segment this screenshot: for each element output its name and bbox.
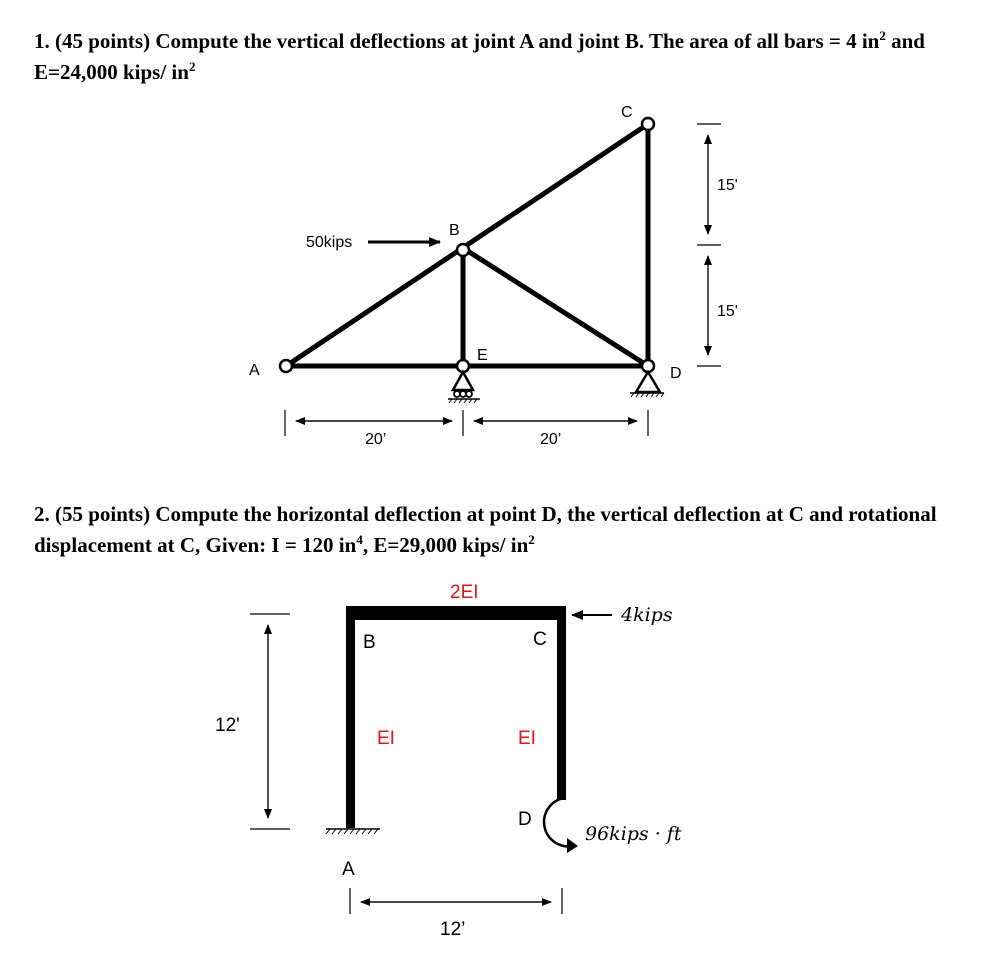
label-A: A [249,362,260,379]
problem-1-text-a: 1. (45 points) Compute the vertical deflections at joint A and joint B. The area of all bars = 4 in [34,29,880,53]
label-D: D [670,365,682,382]
dim-label-15-top: 15' [717,177,738,194]
joint-B [457,244,469,256]
member-BD [463,248,648,366]
moment-arrowhead [567,838,578,853]
problem-2-sup-b: 2 [528,532,535,547]
truss-diagram [249,104,738,448]
pin-support-D [630,372,664,397]
fixed-support-A [326,829,380,834]
beam-BC [346,606,566,620]
label-C: C [621,104,633,121]
problem-2-text-b: , E=29,000 kips/ in [362,533,529,557]
load-label: 50kips [306,234,353,251]
vertical-dimension-lines [697,124,721,366]
frame-dim-width: 12’ [440,919,466,940]
problem-2-sup-a: 4 [356,532,363,547]
dim-label-20-right: 20’ [540,431,562,448]
right-column-stiffness-label: EI [518,728,536,749]
joint-A [280,360,292,372]
frame-vertical-dimension [250,614,290,829]
frame-horizontal-dimension [350,888,562,914]
dim-label-20-left: 20’ [365,431,387,448]
horizontal-dimension-lines [285,410,648,436]
frame-label-D: D [518,809,532,830]
left-column-stiffness-label: EI [377,728,395,749]
load-label-4kips: 4kips [621,604,673,626]
beam-stiffness-label: 2EI [450,582,479,603]
frame-diagram [215,582,682,940]
problem-1-text-b: and E=24,000 kips/ in [34,29,925,84]
label-B: B [449,222,460,239]
column-CD [557,606,566,800]
frame-label-A: A [342,859,355,880]
problem-1-sup-a: 2 [879,28,886,43]
roller-support-E [448,372,480,403]
frame-label-B: B [363,632,376,653]
frame-label-C: C [533,629,547,650]
label-E: E [477,347,488,364]
frame-dim-height: 12' [215,715,240,736]
moment-label: 96kips · ft [585,823,682,845]
problem-2-text-a: 2. (55 points) Compute the horizontal deflection at point D, the vertical deflection at C and rotational displacement at C, Given: I = 120 in [34,502,937,557]
dim-label-15-bottom: 15' [717,303,738,320]
joint-C [642,118,654,130]
problem-1-sup-b: 2 [188,59,196,74]
column-AB [346,606,355,828]
moment-arc [544,798,573,846]
